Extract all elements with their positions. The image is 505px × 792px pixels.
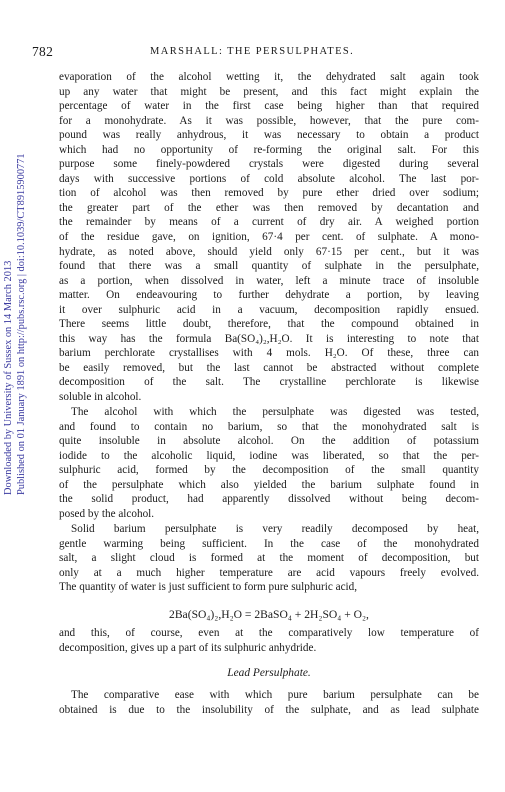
text-line: sulphuric acid, formed by the decomposition of the small quantity <box>59 464 479 477</box>
text-line: which had no opportunity of re-forming the original salt. For this <box>59 143 479 156</box>
equation: 2Ba(SO₄)₂,H₂O = 2BaSO₄ + 2H₂SO₄ + O₂, <box>169 608 369 621</box>
margin-note-published[interactable]: Published on 01 January 1891 on http://pubs.rsc.org | doi:10.1039/CT8915900771 <box>16 153 27 495</box>
text-line: of the residue gave, on ignition, 67·4 per cent. of sulphate. A mono- <box>59 231 479 244</box>
text-line: Solid barium persulphate is very readily decomposed by heat, <box>71 523 479 535</box>
text-line: the solid product, had apparently dissolved without being decom- <box>59 493 479 506</box>
section-heading: Lead Persulphate. <box>227 667 311 679</box>
text-line: The alcohol with which the persulphate was digested was tested, <box>71 406 479 418</box>
text-line: days with successive portions of cold absolute alcohol. The last por- <box>59 172 479 185</box>
paragraph-5 <box>59 688 479 717</box>
paragraph-1 <box>59 70 479 405</box>
text-line: obtained is due to the insolubility of the sulphate, and as lead sulphate <box>59 703 479 716</box>
text-line: quite insoluble in absolute alcohol. On the addition of potassium <box>59 435 479 448</box>
text-line: of the persulphate which also yielded the barium sulphate found in <box>59 478 479 491</box>
text-line: purpose some finely-powdered crystals were digested during several <box>59 158 479 171</box>
running-head: MARSHALL: THE PERSULPHATES. <box>150 46 355 57</box>
text-line: The comparative ease with which pure barium persulphate can be <box>71 689 479 701</box>
text-line: gentle warming being sufficient. In the case of the monohydrated <box>59 537 479 550</box>
text-line: it over sulphuric acid in a vacuum, decomposition rapidly ensued. <box>59 303 479 316</box>
text-line: decomposition of the salt. The crystalline perchlorate is likewise <box>59 376 479 389</box>
text-line: found that there was a small quantity of sulphate in the persulphate, <box>59 260 479 273</box>
paragraph-2 <box>59 405 479 521</box>
text-line: There seems little doubt, therefore, that the compound obtained in <box>59 318 479 331</box>
text-line: barium perchlorate crystallises with 4 mols. H₂O. Of these, three can <box>59 347 479 360</box>
text-line: tion of alcohol was then removed by pure ether dried over sodium; <box>59 187 479 200</box>
text-line: iodide to the alcoholic liquid, iodine was liberated, so that the per- <box>59 449 479 462</box>
text-line: and this, of course, even at the comparatively low temperature of <box>59 627 479 639</box>
text-line: decomposition, gives up a part of its sulphuric anhydride. <box>59 641 317 654</box>
text-line: salt, a slight cloud is formed at the moment of decomposition, but <box>59 552 479 565</box>
text-line: evaporation of the alcohol wetting it, the dehydrated salt again took <box>59 71 479 83</box>
page-number: 782 <box>32 44 54 59</box>
text-line: posed by the alcohol. <box>59 507 155 520</box>
text-line: only at a much higher temperature are acid vapours freely evolved. <box>59 566 479 579</box>
paragraph-4 <box>59 626 479 655</box>
text-line: for a monohydrate. As it was possible, however, that the pure com- <box>59 114 479 127</box>
text-line: be easily removed, but the last cannot be abstracted without complete <box>59 361 479 374</box>
text-line: matter. On endeavouring to further dehydrate a portion, by leaving <box>59 289 479 302</box>
text-line: percentage of water in the first case being higher than that required <box>59 100 479 113</box>
text-line: The quantity of water is just sufficient to form pure sulphuric acid, <box>59 581 358 594</box>
paragraph-3 <box>59 522 479 595</box>
text-line: the greater part of the ether was then removed by decantation and <box>59 201 479 214</box>
text-line: pound was really anhydrous, it was necessary to obtain a product <box>59 129 479 142</box>
text-line: hydrate, as noted above, should yield only 67·15 per cent., but it was <box>59 245 479 258</box>
text-line: soluble in alcohol. <box>59 391 142 404</box>
text-line: as a portion, when dissolved in water, left a minute trace of insoluble <box>59 274 479 287</box>
text-line: and found to contain no barium, so that the monohydrated salt is <box>59 420 479 433</box>
text-line: up any water that might be present, and this fact might explain the <box>59 85 479 98</box>
text-line: this way has the formula Ba(SO₄)₂,H₂O. It is interesting to note that <box>59 332 479 345</box>
margin-note-downloaded[interactable]: Downloaded by University of Sussex on 14 March 2013 <box>3 260 14 495</box>
text-line: the remainder by means of a current of dry air. A weighed portion <box>59 216 479 229</box>
